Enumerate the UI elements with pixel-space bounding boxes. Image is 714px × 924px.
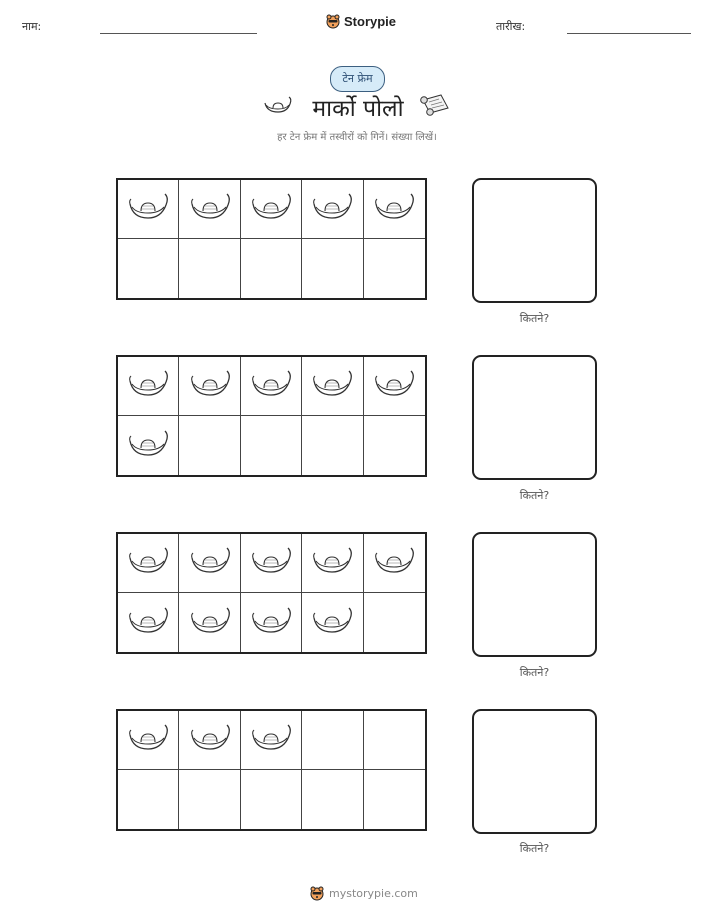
frame-cell [241,180,302,239]
gondola-icon [250,723,292,757]
frame-cell [302,416,363,475]
frame-cell [179,416,240,475]
ten-frame [116,178,427,300]
frame-cell [179,711,240,770]
frame-cell [302,770,363,829]
gondola-icon [189,369,231,403]
gondola-icon [127,606,169,640]
gondola-icon [311,369,353,403]
frame-cell [302,711,363,770]
date-line[interactable] [567,33,691,34]
answer-prompt: कितने? [519,489,550,502]
topic-badge: टेन फ्रेम [330,66,385,92]
gondola-icon [127,429,169,463]
footer [309,885,418,901]
page-title: मार्को पोलो [312,96,404,122]
frame-cell [179,239,240,298]
frame-cell [364,180,425,239]
storypie-mascot-icon [309,885,325,901]
frame-cell [364,357,425,416]
gondola-icon [311,192,353,226]
brand-logo [325,13,396,29]
frame-cell [364,416,425,475]
frame-cell [364,770,425,829]
gondola-icon [250,192,292,226]
frame-cell [241,770,302,829]
frame-cell [118,416,179,475]
name-line[interactable] [100,33,257,34]
brand-name: Storypie [344,13,397,29]
frame-cell [118,593,179,652]
date-label: तारीख: [496,20,526,33]
gondola-icon [189,606,231,640]
gondola-icon [127,192,169,226]
frame-cell [241,534,302,593]
gondola-icon [250,606,292,640]
frame-cell [118,239,179,298]
frame-cell [302,357,363,416]
frame-cell [364,711,425,770]
frame-cell [179,593,240,652]
gondola-icon [263,95,293,115]
answer-prompt: कितने? [519,842,550,855]
gondola-icon [127,723,169,757]
frame-cell [118,711,179,770]
gondola-icon [311,546,353,580]
frame-cell [179,357,240,416]
instructions: हर टेन फ्रेम में तस्वीरों को गिनें। संख्या लिखें। [277,132,437,143]
frame-cell [364,239,425,298]
frame-cell [179,770,240,829]
frame-cell [179,534,240,593]
frame-cell [302,534,363,593]
answer-box[interactable] [472,709,597,834]
gondola-icon [127,369,169,403]
frame-cell [241,711,302,770]
gondola-icon [250,369,292,403]
frame-cell [241,593,302,652]
answer-box[interactable] [472,178,597,303]
footer-url: mystorypie.com [329,886,418,900]
frame-cell [118,180,179,239]
frame-cell [364,593,425,652]
gondola-icon [189,546,231,580]
frame-cell [302,180,363,239]
frame-cell [241,416,302,475]
frame-cell [118,770,179,829]
frame-cell [302,593,363,652]
gondola-icon [127,546,169,580]
gondola-icon [373,369,415,403]
frame-cell [364,534,425,593]
frame-cell [118,534,179,593]
frame-cell [179,180,240,239]
frame-cell [118,357,179,416]
gondola-icon [373,192,415,226]
ten-frame [116,709,427,831]
answer-prompt: कितने? [519,312,550,325]
storypie-mascot-icon [325,13,341,29]
frame-cell [302,239,363,298]
gondola-icon [189,723,231,757]
gondola-icon [189,192,231,226]
gondola-icon [311,606,353,640]
scroll-map-icon [419,92,451,116]
frame-cell [241,357,302,416]
answer-box[interactable] [472,532,597,657]
name-label: नाम: [22,20,42,33]
answer-box[interactable] [472,355,597,480]
ten-frame [116,355,427,477]
answer-prompt: कितने? [519,666,550,679]
ten-frame [116,532,427,654]
gondola-icon [250,546,292,580]
gondola-icon [373,546,415,580]
frame-cell [241,239,302,298]
